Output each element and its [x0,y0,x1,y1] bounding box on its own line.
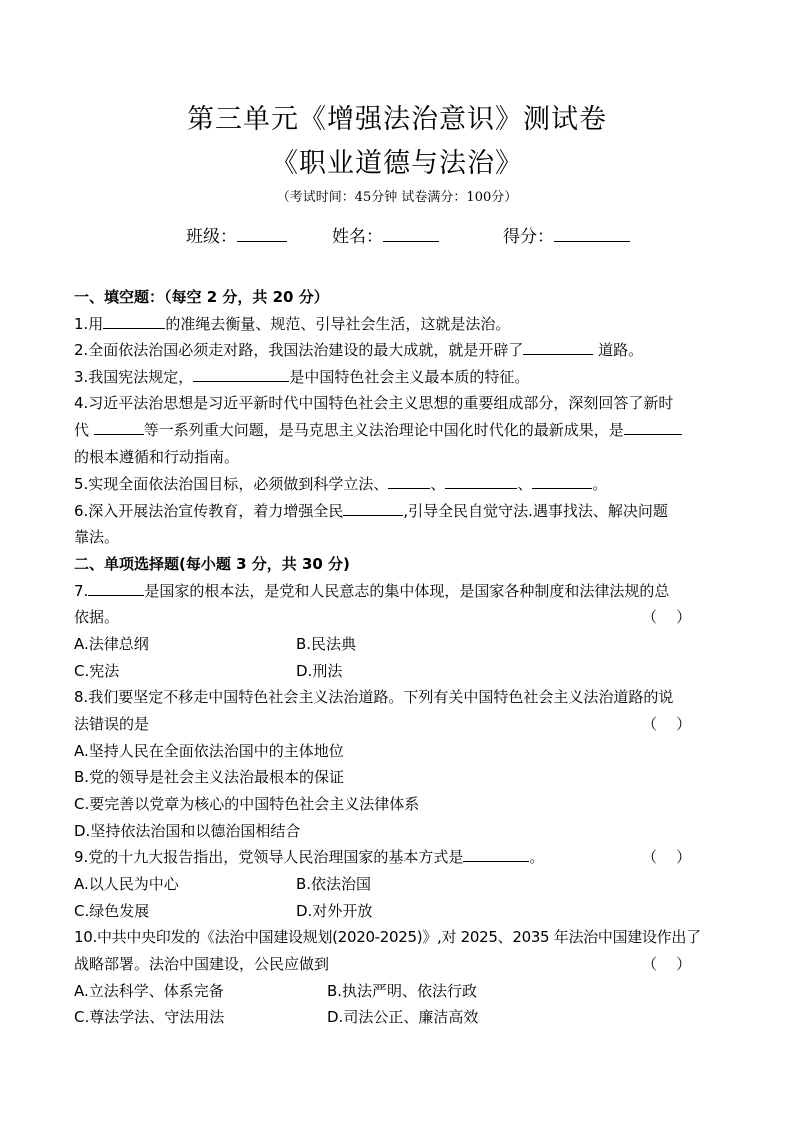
name-field [332,222,439,247]
q7-answer-paren[interactable]: （ ） [642,608,692,626]
q10-answer-paren[interactable]: （ ） [642,955,692,973]
q4-text-a: 代 [74,421,94,439]
exam-info: （考试时间：45分钟 试卷满分：100分） [276,190,518,205]
q7-text-b: 是国家的根本法，是党和人民意志的集中体现，是国家各种制度和法律法规的总 [144,582,670,600]
q9-answer-paren[interactable]: （ ） [642,848,692,866]
q5-sep-2: 、 [517,475,533,493]
question-6 [74,500,668,521]
q6-text-b: ,引导全民自觉守法.遇事找法、解决问题 [403,502,668,520]
q9-option-b[interactable]: B.依法治国 [296,875,372,893]
q8-answer-paren[interactable]: （ ） [642,715,692,733]
q10-option-b[interactable]: B.执法严明、依法行政 [327,982,478,1000]
q7-option-c[interactable]: C.宪法 [74,662,120,680]
q1-blank[interactable] [103,314,165,329]
question-1 [74,313,510,334]
q9-option-d[interactable]: D.对外开放 [296,902,373,920]
name-label: 姓名： [332,227,383,247]
name-blank[interactable] [383,224,439,242]
q4-blank-2[interactable] [624,420,682,435]
question-4-line-2 [74,419,682,440]
question-2 [74,339,643,360]
q8-option-d[interactable]: D.坚持依法治国和以德治国相结合 [74,822,301,840]
q4-text-b: 等一系列重大问题，是马克思主义法治理论中国化时代化的最新成果，是 [143,421,624,439]
score-field [503,222,630,247]
q1-text-a: 1.用 [74,315,104,333]
section-heading-choice: 二、单项选择题(每小题 3 分，共 30 分) [74,555,350,573]
q7-text-a: 7. [74,582,89,600]
q5-sep-1: 、 [430,475,446,493]
q3-blank[interactable] [193,367,289,382]
q5-text-a: 5.实现全面依法治国目标，必须做到科学立法、 [74,475,389,493]
section-heading-fill-in: 一、填空题：（每空 2 分，共 20 分） [74,288,329,306]
question-7-line-2: 依据。 [74,608,120,626]
q10-option-d[interactable]: D.司法公正、廉洁高效 [327,1008,479,1026]
class-blank[interactable] [237,224,287,242]
score-label: 得分： [503,227,554,247]
question-5 [74,473,607,494]
q2-text-b: 道路。 [593,341,644,359]
q6-blank[interactable] [343,501,403,516]
q7-blank[interactable] [88,581,144,596]
q5-blank-1[interactable] [388,474,430,489]
q9-blank[interactable] [463,847,529,862]
score-blank[interactable] [554,224,630,242]
q7-option-a[interactable]: A.法律总纲 [74,635,149,653]
q10-option-a[interactable]: A.立法科学、体系完备 [74,982,224,1000]
class-field [186,222,287,247]
question-4-line-3: 的根本遵循和行动指南。 [74,448,240,466]
q9-text-a: 9.党的十九大报告指出，党领导人民治理国家的基本方式是 [74,848,464,866]
q9-option-c[interactable]: C.绿色发展 [74,902,150,920]
q10-option-c[interactable]: C.尊法学法、守法用法 [74,1008,225,1026]
q8-option-a[interactable]: A.坚持人民在全面依法治国中的主体地位 [74,742,344,760]
question-8-line-2: 法错误的是 [74,715,150,733]
q6-text-a: 6.深入开展法治宣传教育，着力增强全民 [74,502,344,520]
question-10-line-2: 战略部署。法治中国建设，公民应做到 [74,955,330,973]
q5-blank-2[interactable] [445,474,517,489]
q2-blank[interactable] [523,340,593,355]
q4-blank-1[interactable] [94,420,144,435]
q8-option-c[interactable]: C.要完善以党章为核心的中国特色社会主义法律体系 [74,795,420,813]
page-title: 第三单元《增强法治意识》测试卷 [187,104,607,135]
page-subtitle: 《职业道德与法治》 [271,148,523,179]
q8-option-b[interactable]: B.党的领导是社会主义法治最根本的保证 [74,768,345,786]
q7-option-d[interactable]: D.刑法 [296,662,343,680]
question-4-line-1: 4.习近平法治思想是习近平新时代中国特色社会主义思想的重要组成部分，深刻回答了新时 [74,394,674,412]
q2-text-a: 2.全面依法治国必须走对路，我国法治建设的最大成就，就是开辟了 [74,341,524,359]
q1-text-b: 的准绳去衡量、规范、引导社会生活，这就是法治。 [165,315,511,333]
question-3 [74,366,529,387]
q9-option-a[interactable]: A.以人民为中心 [74,875,179,893]
q3-text-b: 是中国特色社会主义最本质的特征。 [289,368,530,386]
question-9 [74,846,544,867]
class-label: 班级： [186,227,237,247]
question-10: 10.中共中央印发的《法治中国建设规划(2020-2025)》,对 2025、2035 年法治中国建设作出了 [74,928,701,946]
q9-text-b: 。 [529,848,545,866]
q5-blank-3[interactable] [532,474,592,489]
question-6-line-2: 靠法。 [74,528,120,546]
question-7 [74,580,669,601]
q3-text-a: 3.我国宪法规定， [74,368,194,386]
q5-end: 。 [592,475,608,493]
q7-option-b[interactable]: B.民法典 [296,635,357,653]
question-8: 8.我们要坚定不移走中国特色社会主义法治道路。下列有关中国特色社会主义法治道路的说 [74,688,674,706]
